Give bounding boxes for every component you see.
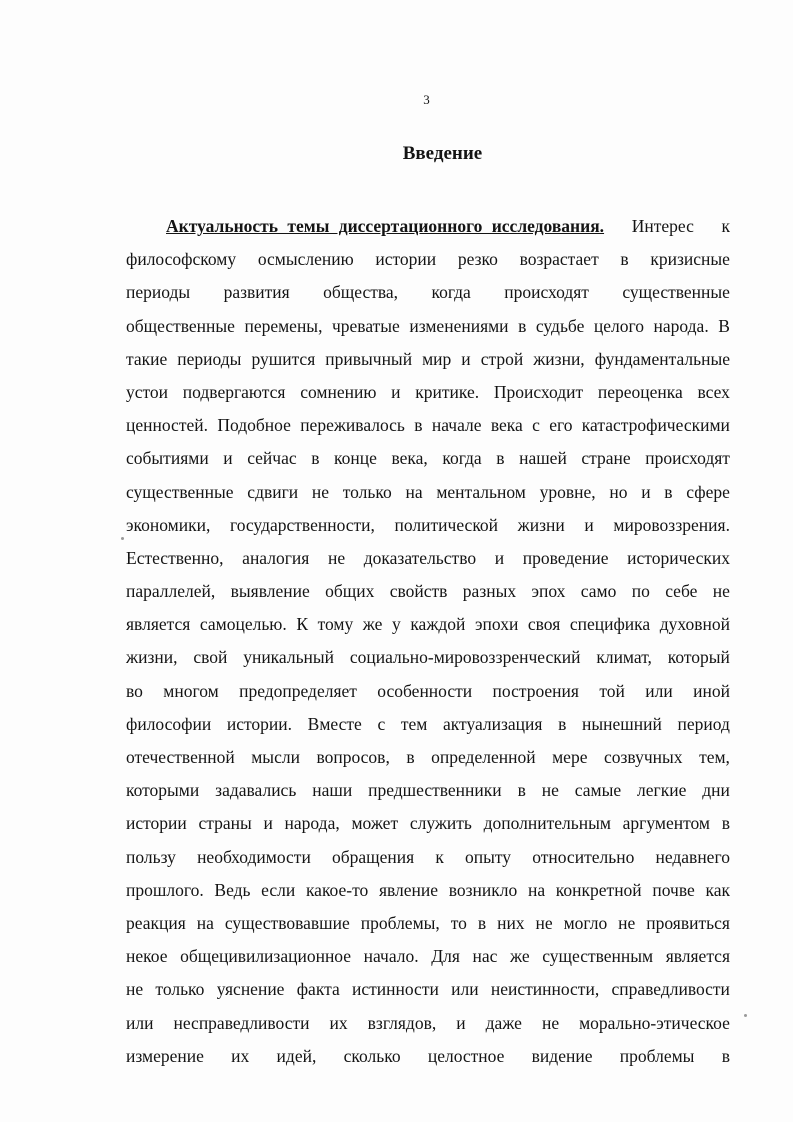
word: жизни, [126, 647, 178, 668]
text-line [126, 973, 730, 1006]
word: возрастает [519, 249, 599, 270]
word: самые [574, 780, 622, 801]
word: в [517, 780, 526, 801]
word: но [609, 481, 628, 502]
word: тому [317, 614, 354, 635]
word: своя [527, 614, 561, 635]
word: разных [462, 581, 517, 602]
word: взглядов, [367, 1012, 437, 1033]
word: обращения [331, 846, 415, 867]
text-line [126, 476, 730, 509]
word: нас [472, 946, 498, 967]
word: когда [431, 282, 471, 303]
word: в [721, 1045, 730, 1066]
word: века, [391, 448, 428, 469]
word: же [362, 614, 383, 635]
word: проявиться [646, 912, 730, 933]
word: к [435, 846, 444, 867]
word: в [311, 448, 320, 469]
word: существенные [622, 282, 730, 303]
word: периоды [126, 282, 191, 303]
word: ментальном [436, 481, 526, 502]
word: В [718, 315, 730, 336]
text-line [126, 310, 730, 343]
text-line-first [126, 210, 730, 243]
body-paragraph [126, 210, 730, 1073]
word: могло [563, 912, 608, 933]
word: тем, [699, 747, 730, 767]
word: факта [296, 979, 340, 1000]
word: некое [126, 946, 168, 967]
word: почве [652, 879, 695, 900]
word: иной [693, 680, 730, 701]
word: видение [531, 1045, 593, 1066]
word: же [510, 946, 530, 967]
word: к [721, 216, 730, 236]
word: параллелей, [126, 581, 216, 602]
word: общественные [126, 315, 235, 336]
word: подвергаются [182, 381, 286, 402]
word: само [580, 581, 617, 602]
word: целостное [427, 1045, 505, 1066]
word: них [497, 912, 525, 933]
word: в [620, 249, 629, 270]
word: у [392, 614, 401, 635]
text-line [126, 841, 730, 874]
word: сдвиги [247, 481, 299, 502]
word: Интерес [631, 216, 694, 236]
word: неистинности, [490, 979, 600, 1000]
text-line [126, 741, 730, 774]
word: наши [312, 780, 353, 801]
word: народа, [284, 813, 340, 834]
word: истории. [226, 713, 293, 734]
word: Вместе [307, 713, 362, 734]
word: ценностей. [126, 415, 208, 436]
word: всех [697, 381, 730, 402]
word: вопросов, [316, 747, 390, 767]
word: устои [126, 381, 169, 402]
word: в [496, 448, 505, 469]
text-line [126, 641, 730, 674]
word: задавались [215, 780, 297, 801]
word: привычный [325, 348, 413, 369]
word: если [261, 879, 296, 900]
text-line [126, 807, 730, 840]
word: измерение [126, 1045, 204, 1066]
word: происходят [504, 282, 589, 303]
word: начало. [363, 946, 419, 967]
word: не [327, 547, 346, 568]
word: отечественной [126, 747, 235, 767]
word: изменениями [409, 315, 509, 336]
word: переживалось [300, 415, 405, 436]
word: пользу [126, 846, 176, 867]
text-line [126, 708, 730, 741]
word: критике. [415, 381, 480, 402]
word: в [721, 813, 730, 834]
text-line [126, 575, 730, 608]
word: себе [665, 581, 698, 602]
word: социально-мировоззренческий [349, 647, 581, 668]
word: на [527, 879, 546, 900]
text-line [126, 608, 730, 641]
word: Подобное [217, 415, 291, 436]
word: дополнительным [483, 813, 611, 834]
word: предшественники [368, 780, 502, 801]
word: истории [126, 813, 187, 834]
word: резко [457, 249, 498, 270]
word: катастрофическими [581, 415, 730, 436]
word: экономики, [126, 514, 211, 535]
word: мере [552, 747, 588, 767]
word: с [532, 415, 540, 436]
word: Ведь [214, 879, 251, 900]
word: идей, [276, 1045, 317, 1066]
word: во [126, 680, 143, 701]
word: философскому [126, 249, 237, 270]
word: или [451, 979, 479, 1000]
text-line [126, 509, 730, 542]
word: нашей [519, 448, 567, 469]
scan-speck [744, 1014, 747, 1017]
text-line [126, 343, 730, 376]
word: морально-этическое [579, 1012, 730, 1033]
word: который [667, 647, 730, 668]
word: сейчас [247, 448, 297, 469]
word: не [535, 912, 553, 933]
word: не [126, 979, 144, 1000]
word: аналогия [242, 547, 310, 568]
word: и [641, 481, 651, 502]
text-line [126, 409, 730, 442]
word: событиями [126, 448, 209, 469]
word: какое-то [305, 879, 369, 900]
word: особенности [377, 680, 473, 701]
word: жизни [517, 514, 565, 535]
word: доказательство [363, 547, 477, 568]
text-line [126, 1007, 730, 1040]
word: мир [422, 348, 452, 369]
word: происходят [645, 448, 730, 469]
word: уяснение [216, 979, 285, 1000]
word: конкретной [555, 879, 642, 900]
word: в [558, 713, 567, 734]
word: и [223, 448, 233, 469]
word: его [549, 415, 573, 436]
word: не [541, 1012, 560, 1033]
word: свойств [389, 581, 448, 602]
word: общецивилизационное [180, 946, 352, 967]
word: Для [431, 946, 460, 967]
word: эпох [531, 581, 566, 602]
word: и [494, 547, 505, 568]
word: необходимости [197, 846, 311, 867]
word: чреватые [331, 315, 400, 336]
word: общества, [323, 282, 399, 303]
word: страны [198, 813, 252, 834]
word: является [665, 946, 730, 967]
word: сомнению [300, 381, 377, 402]
word: сколько [343, 1045, 401, 1066]
text-line [126, 1040, 730, 1073]
word: созвучных [604, 747, 683, 767]
word: явление [378, 879, 439, 900]
word: кризисные [650, 249, 730, 270]
word: эпохи [475, 614, 519, 635]
word: фундаментальные [594, 348, 730, 369]
word: мысли [251, 747, 300, 767]
word: нынешний [582, 713, 662, 734]
word: той [599, 680, 625, 701]
word: по [631, 581, 650, 602]
word: или [645, 680, 673, 701]
word: осмыслению [257, 249, 354, 270]
text-line [126, 376, 730, 409]
word: и [263, 813, 273, 834]
word: недавнего [655, 846, 730, 867]
word: сфере [686, 481, 730, 502]
word: относительно [532, 846, 635, 867]
word: выявление [230, 581, 310, 602]
word: как [705, 879, 730, 900]
word: духовной [659, 614, 730, 635]
word: исторических [627, 547, 730, 568]
text-line [126, 774, 730, 807]
word: проведение [522, 547, 609, 568]
word: построения [492, 680, 579, 701]
word: мировоззрения. [613, 514, 730, 535]
word: специфика [569, 614, 651, 635]
word: несправедливости [173, 1012, 310, 1033]
word: опыту [465, 846, 512, 867]
word: в [406, 747, 415, 767]
word: народа. [653, 315, 709, 336]
word: может [351, 813, 399, 834]
word: период [677, 713, 730, 734]
text-line [126, 243, 730, 276]
word: периоды [177, 348, 242, 369]
word: истинности [352, 979, 439, 1000]
word: жизни, [533, 348, 585, 369]
word: дни [702, 780, 730, 801]
word: с [377, 713, 386, 734]
word: предопределяет [239, 680, 357, 701]
lead-phrase: Актуальность темы диссертационного исследования. [166, 216, 605, 236]
word: когда [442, 448, 482, 469]
word: уникальный [243, 647, 335, 668]
word: многом [163, 680, 219, 701]
word: то [450, 912, 467, 933]
word: реакция [126, 912, 186, 933]
word: в [664, 481, 673, 502]
word: на [196, 912, 214, 933]
scan-speck [121, 537, 124, 540]
word: их [329, 1012, 348, 1033]
text-line [126, 874, 730, 907]
text-lines [126, 243, 730, 1073]
text-line [126, 542, 730, 575]
word: К [296, 614, 308, 635]
word: которыми [126, 780, 200, 801]
word: государственности, [229, 514, 375, 535]
word: каждой [410, 614, 466, 635]
word: истории [375, 249, 437, 270]
word: судьбе [535, 315, 585, 336]
word: Естественно, [126, 547, 224, 568]
word: даже [485, 1012, 522, 1033]
word: не [311, 481, 329, 502]
word: существенные [126, 481, 234, 502]
text-line [126, 276, 730, 309]
word: переоценка [597, 381, 683, 402]
word: служить [409, 813, 472, 834]
word: их [231, 1045, 250, 1066]
word: перемены, [244, 315, 323, 336]
word: не [618, 912, 636, 933]
word: аргументом [622, 813, 710, 834]
word: и [456, 1012, 466, 1033]
word: в [477, 912, 487, 933]
word: проблемы, [360, 912, 440, 933]
word: актуализация [443, 713, 543, 734]
page-number: 3 [423, 92, 430, 107]
word: только [342, 481, 392, 502]
word: философии [126, 713, 212, 734]
word: только [155, 979, 205, 1000]
word: свой [193, 647, 228, 668]
word: стране [581, 448, 631, 469]
word: тем [400, 713, 428, 734]
word: не [712, 581, 730, 602]
word: определенной [431, 747, 536, 767]
word: проблемы [619, 1045, 695, 1066]
word: конце [334, 448, 377, 469]
text-line [126, 442, 730, 475]
word: легкие [637, 780, 687, 801]
word: общих [325, 581, 375, 602]
word: строй [480, 348, 524, 369]
word: развития [223, 282, 290, 303]
word: в [414, 415, 423, 436]
section-heading: Введение [402, 143, 483, 164]
word: такие [126, 348, 168, 369]
word: существовавшие [224, 912, 350, 933]
word: возникло [448, 879, 518, 900]
word: рушится [251, 348, 316, 369]
text-line [126, 675, 730, 708]
word: уровне, [539, 481, 596, 502]
text-line [126, 940, 730, 973]
word: самоцелью. [199, 614, 287, 635]
word: и [584, 514, 594, 535]
word: существенным [542, 946, 654, 967]
word: века [490, 415, 523, 436]
word: целого [593, 315, 644, 336]
word: в [518, 315, 527, 336]
word: не [541, 780, 559, 801]
word: является [126, 614, 191, 635]
word: на [405, 481, 423, 502]
word: прошлого. [126, 879, 204, 900]
word: и [391, 381, 401, 402]
word: климат, [596, 647, 652, 668]
word: и [461, 348, 471, 369]
word: политической [394, 514, 499, 535]
word: или [126, 1012, 154, 1033]
word: начале [431, 415, 482, 436]
word: Происходит [493, 381, 584, 402]
text-line [126, 907, 730, 940]
word: справедливости [611, 979, 730, 1000]
